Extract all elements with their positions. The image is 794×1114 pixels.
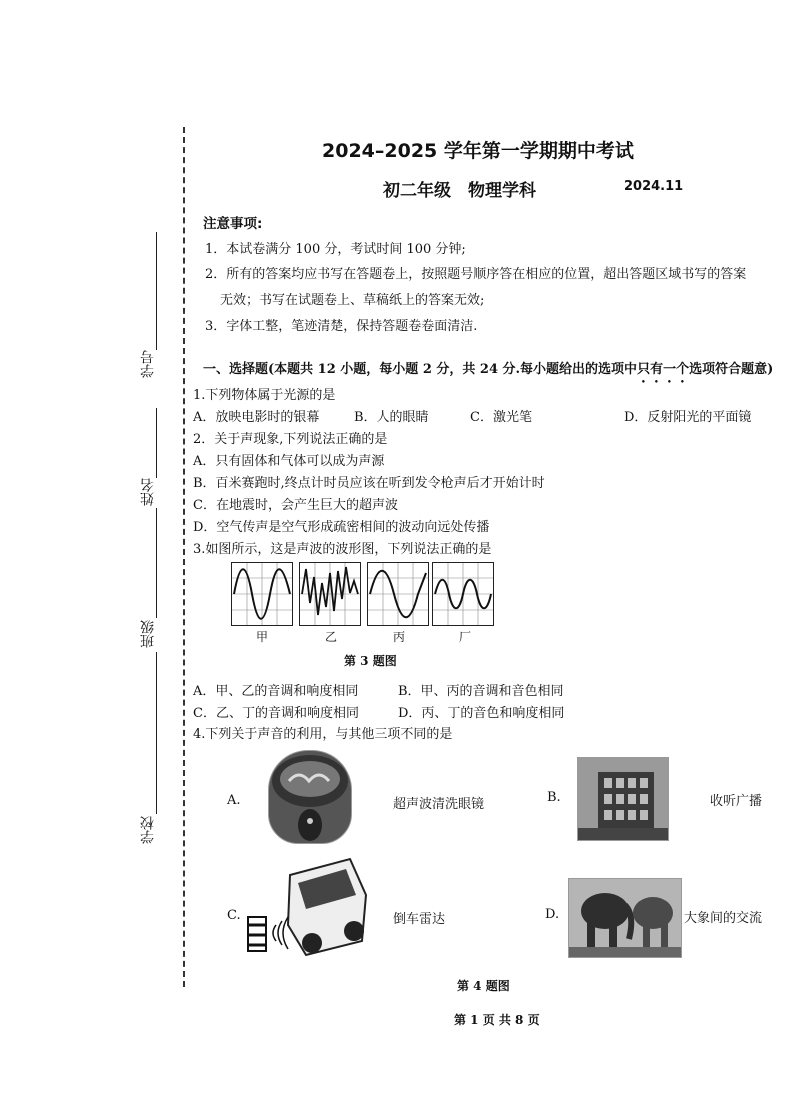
elephants-image	[568, 878, 682, 958]
waveform-ding	[432, 562, 494, 626]
section-heading: 一、选择题(本题共 12 小题，每小题 2 分，共 24 分.每小题给出的选项中只有一个选项符合题意)	[203, 362, 774, 377]
wave-label-jia: 甲	[256, 630, 269, 644]
q2-option-c: C．在地震时，会产生巨大的超声波	[193, 498, 398, 513]
notes-heading: 注意事项:	[203, 216, 263, 232]
exam-subtitle: 初二年级 物理学科	[383, 181, 536, 201]
q1-option-d: D．反射阳光的平面镜	[624, 410, 752, 425]
note-item: 1．本试卷满分 100 分，考试时间 100 分钟;	[205, 242, 466, 257]
exam-title: 2024–2025 学年第一学期期中考试	[322, 140, 634, 162]
q3-caption: 第 3 题图	[344, 654, 397, 668]
q3-option-d: D．丙、丁的音色和响度相同	[398, 706, 565, 721]
q2-option-b: B．百米赛跑时,终点计时员应该在听到发令枪声后才开始计时	[193, 476, 545, 491]
waveform-yi	[299, 562, 361, 626]
q2-option-a: A．只有固体和气体可以成为声源	[193, 454, 385, 469]
wave-label-yi: 乙	[325, 630, 338, 644]
note-item: 2．所有的答案均应书写在答题卷上，按照题号顺序答在相应的位置，超出答题区域书写的答案	[205, 267, 747, 282]
q3-option-c: C．乙、丁的音调和响度相同	[193, 706, 359, 721]
waveform-jia	[231, 562, 293, 626]
q2-option-d: D．空气传声是空气形成疏密相间的波动向远处传播	[193, 520, 490, 535]
q3-option-b: B．甲、丙的音调和音色相同	[398, 684, 564, 699]
side-label-student-id: 学号	[140, 350, 156, 378]
radio-image	[577, 757, 669, 841]
q4-option-b-letter: B.	[547, 790, 561, 805]
exam-date: 2024.11	[624, 179, 684, 194]
q4-option-d-letter: D.	[545, 907, 560, 922]
class-underline	[156, 508, 157, 618]
reversing-radar-image	[240, 855, 368, 963]
school-underline	[156, 652, 157, 814]
q3-stem: 3.如图所示，这是声波的波形图，下列说法正确的是	[193, 542, 492, 557]
q4-option-a-text: 超声波清洗眼镜	[393, 797, 485, 812]
wave-label-ding: 厂	[459, 630, 472, 644]
note-item: 无效；书写在试题卷上、草稿纸上的答案无效;	[220, 293, 485, 308]
name-underline	[156, 408, 157, 478]
q4-option-c-text: 倒车雷达	[393, 912, 446, 927]
q1-option-c: C．激光笔	[470, 410, 532, 425]
side-label-class: 班级	[140, 620, 156, 648]
binding-dashed-line	[183, 127, 185, 987]
q4-option-b-text: 收听广播	[710, 794, 763, 809]
q4-option-c-letter: C.	[227, 908, 241, 923]
waveform-bing	[367, 562, 429, 626]
q4-stem: 4.下列关于声音的利用，与其他三项不同的是	[193, 727, 453, 742]
q4-option-d-text: 大象间的交流	[684, 911, 763, 926]
q2-stem: 2．关于声现象,下列说法正确的是	[193, 432, 388, 447]
wave-label-bing: 丙	[393, 630, 406, 644]
page-footer: 第 1 页 共 8 页	[454, 1013, 540, 1027]
side-label-school: 学校	[140, 816, 156, 844]
q1-stem: 1.下列物体属于光源的是	[193, 388, 336, 403]
q4-caption: 第 4 题图	[457, 979, 510, 993]
note-item: 3．字体工整，笔迹清楚，保持答题卷卷面清洁.	[205, 319, 478, 334]
q4-option-a-letter: A.	[227, 793, 241, 808]
side-label-name: 姓名	[140, 478, 156, 506]
q1-option-a: A．放映电影时的银幕	[193, 410, 320, 425]
q1-option-b: B．人的眼睛	[354, 410, 429, 425]
glasses-cleaner-image	[268, 750, 352, 844]
q3-option-a: A．甲、乙的音调和响度相同	[193, 684, 359, 699]
id-underline	[156, 232, 157, 350]
